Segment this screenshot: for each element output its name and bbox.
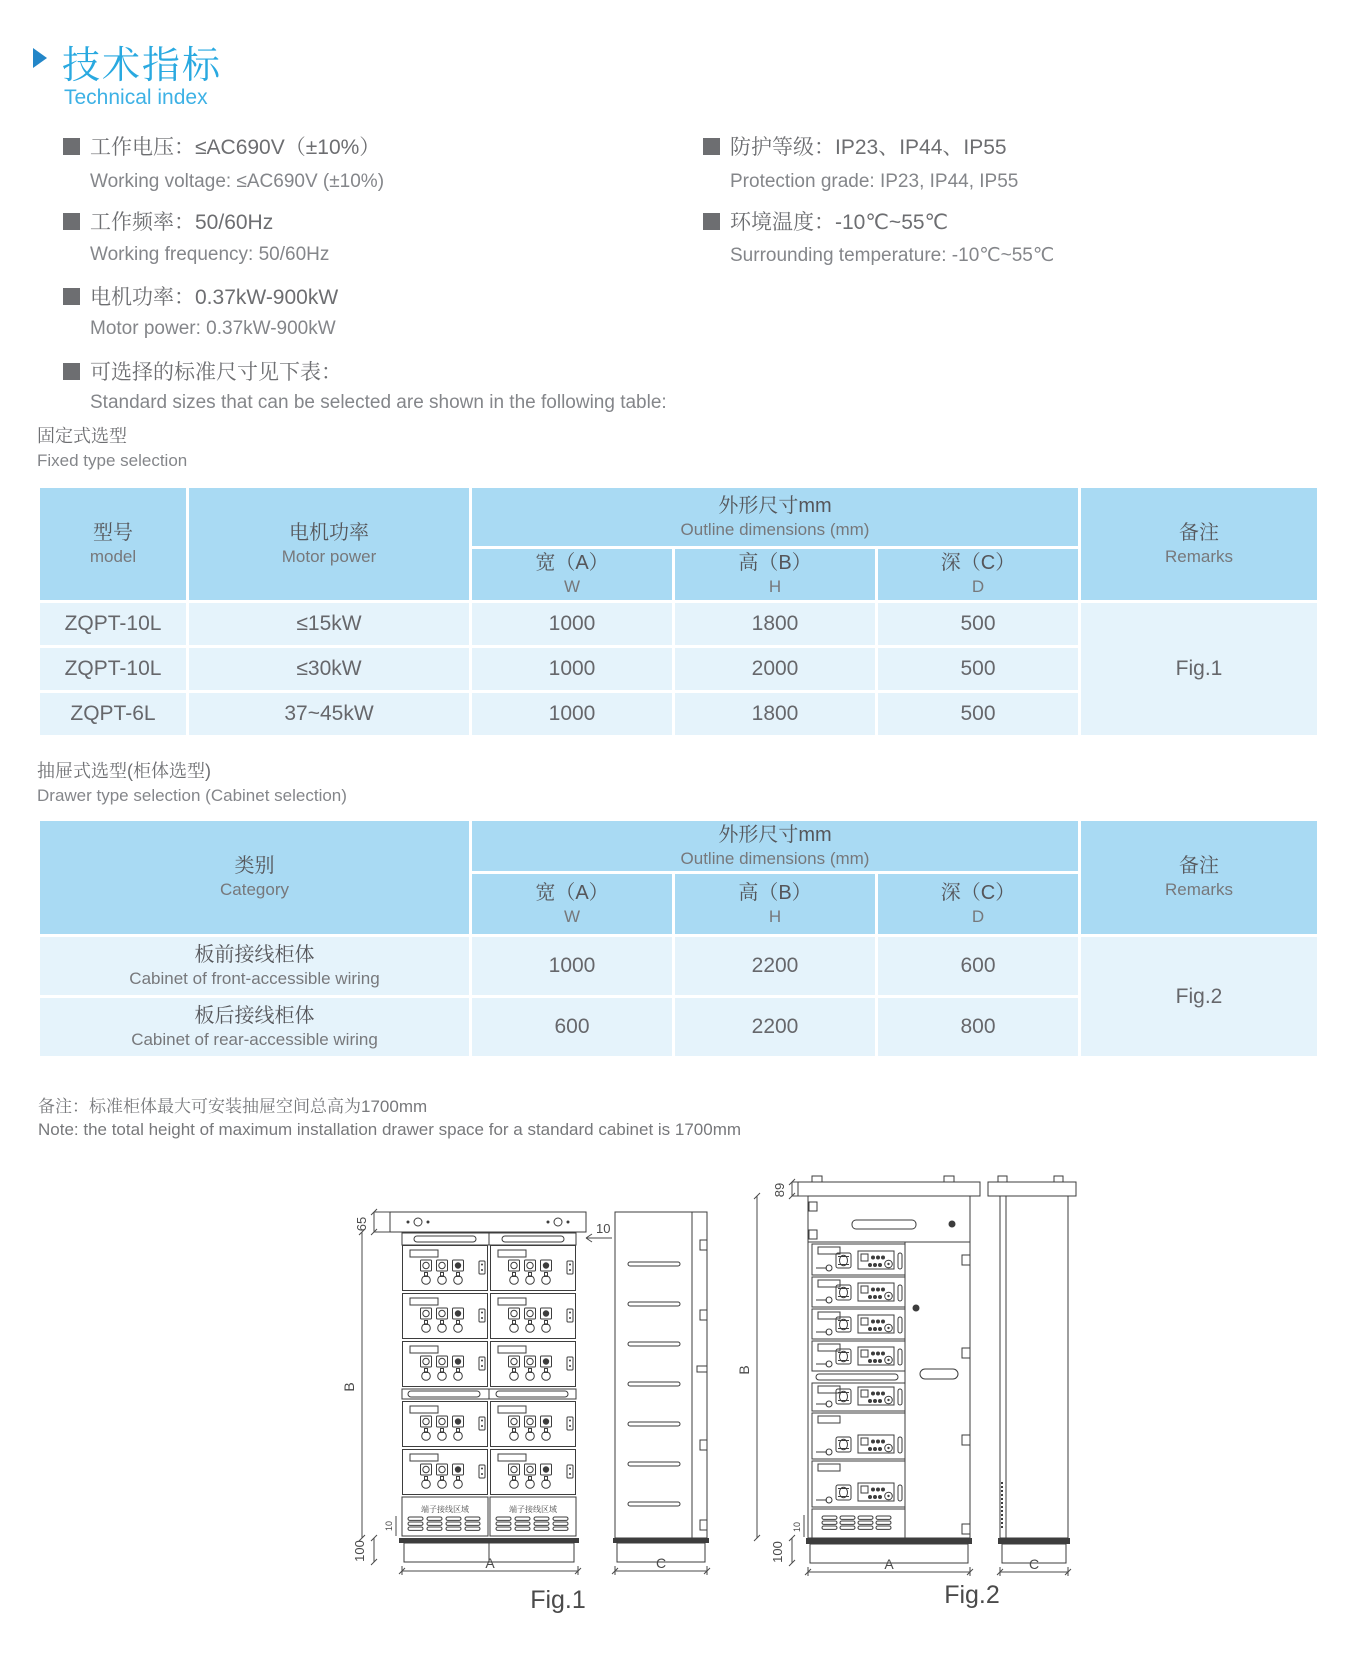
drawer-table-label-zh: 抽屉式选型(柜体选型) <box>37 761 211 781</box>
bullet-square-icon <box>703 213 720 230</box>
cell-height: 2200 <box>675 937 875 995</box>
drawer-table-label-en: Drawer type selection (Cabinet selection) <box>37 786 347 805</box>
cell-power: 37~45kW <box>189 693 469 735</box>
bullet-square-icon <box>703 138 720 155</box>
page-title: 技术指标 <box>62 45 223 87</box>
col-header-category: 类别 Category <box>40 821 469 934</box>
col-header-depth: 深（C） D <box>878 874 1078 934</box>
cell-power: ≤15kW <box>189 603 469 645</box>
col-header-width: 宽（A） W <box>472 874 672 934</box>
col-header-remarks: 备注 Remarks <box>1081 821 1317 934</box>
cell-category: 板后接线柜体 Cabinet of rear-accessible wiring <box>40 998 469 1056</box>
fig2-side-view <box>988 1176 1076 1563</box>
fig1-dim-depth: C <box>655 1555 667 1571</box>
spec-protection-grade-en: Protection grade: IP23, IP44, IP55 <box>730 171 1019 192</box>
fixed-type-table <box>37 485 1320 738</box>
cell-model: ZQPT-10L <box>40 603 186 645</box>
fig1-terminal-area-label: 端子接线区域 <box>421 1505 469 1514</box>
fig2-dim-height: B <box>736 1365 752 1375</box>
table-row <box>40 603 1317 645</box>
table-row <box>40 937 1317 995</box>
fig2-dimensions <box>736 1179 1071 1576</box>
col-header-height: 高（B） H <box>675 549 875 600</box>
note-en: Note: the total height of maximum installation drawer space for a standard cabinet is 1700mm <box>38 1120 742 1139</box>
fig1-dim-height: B <box>341 1382 357 1392</box>
col-header-outline-dimensions: 外形尺寸mm Outline dimensions (mm) <box>472 821 1078 871</box>
spec-working-voltage-en: Working voltage: ≤AC690V (±10%) <box>90 171 385 192</box>
col-header-motor-power: 电机功率 Motor power <box>189 488 469 600</box>
fig1-caption: Fig.1 <box>530 1586 586 1614</box>
fig2-dim-vent-offset: 10 <box>792 1521 802 1533</box>
cell-height: 1800 <box>675 603 875 645</box>
col-header-depth: 深（C） D <box>878 549 1078 600</box>
cell-height: 1800 <box>675 693 875 735</box>
cell-remark: Fig.1 <box>1081 603 1317 735</box>
cell-height: 2200 <box>675 998 875 1056</box>
spec-working-frequency-en: Working frequency: 50/60Hz <box>90 244 330 265</box>
spec-working-frequency-zh: 工作频率：50/60Hz <box>63 206 273 236</box>
cell-width: 1000 <box>472 693 672 735</box>
spec-standard-sizes-en: Standard sizes that can be selected are shown in the following table: <box>90 392 667 413</box>
fig1-terminal-area-label: 端子接线区域 <box>509 1505 557 1514</box>
bullet-square-icon <box>63 288 80 305</box>
spec-standard-sizes-zh: 可选择的标准尺寸见下表： <box>63 356 342 386</box>
cell-width: 1000 <box>472 648 672 690</box>
cell-depth: 600 <box>878 937 1078 995</box>
cell-power: ≤30kW <box>189 648 469 690</box>
fig2-front-view <box>798 1176 980 1563</box>
col-header-width: 宽（A） W <box>472 549 672 600</box>
fig1-side-view <box>613 1212 709 1562</box>
cell-height: 2000 <box>675 648 875 690</box>
col-header-remarks: 备注 Remarks <box>1081 488 1317 600</box>
fig1-dim-width: A <box>485 1555 495 1571</box>
spec-working-voltage-zh: 工作电压：≤AC690V（±10%） <box>63 131 380 161</box>
cell-depth: 500 <box>878 693 1078 735</box>
col-header-outline-dimensions: 外形尺寸mm Outline dimensions (mm) <box>472 488 1078 546</box>
cell-depth: 500 <box>878 603 1078 645</box>
drawer-type-table <box>37 818 1320 1059</box>
spec-ambient-temperature-en: Surrounding temperature: -10℃~55℃ <box>730 245 1055 266</box>
fig1-front-view <box>390 1212 586 1562</box>
fig2-caption: Fig.2 <box>944 1581 1000 1609</box>
figures-drawing <box>330 1135 1090 1640</box>
fixed-table-label-zh: 固定式选型 <box>37 426 127 446</box>
note-zh: 备注：标准柜体最大可安装抽屉空间总高为1700mm <box>38 1097 428 1116</box>
page-subtitle: Technical index <box>64 86 208 109</box>
cell-model: ZQPT-10L <box>40 648 186 690</box>
cell-width: 1000 <box>472 937 672 995</box>
fig2-dim-width: A <box>884 1556 894 1572</box>
cell-width: 600 <box>472 998 672 1056</box>
bullet-square-icon <box>63 138 80 155</box>
fig1-dim-vent-offset: 10 <box>384 1520 394 1532</box>
fixed-table-label-en: Fixed type selection <box>37 451 188 470</box>
fig2-dim-cap-height: 89 <box>772 1182 787 1198</box>
fig1-dim-top-offset: 10 <box>596 1221 611 1236</box>
col-header-model: 型号 model <box>40 488 186 600</box>
spec-motor-power-zh: 电机功率：0.37kW-900kW <box>63 281 338 311</box>
spec-protection-grade-zh: 防护等级：IP23、IP44、IP55 <box>703 131 1007 161</box>
fig2-dim-depth: C <box>1028 1556 1040 1572</box>
spec-ambient-temperature-zh: 环境温度：-10℃~55℃ <box>703 206 948 236</box>
fig2-dim-base-height: 100 <box>770 1541 785 1563</box>
col-header-height: 高（B） H <box>675 874 875 934</box>
cell-model: ZQPT-6L <box>40 693 186 735</box>
cell-category: 板前接线柜体 Cabinet of front-accessible wiring <box>40 937 469 995</box>
cell-width: 1000 <box>472 603 672 645</box>
cell-depth: 800 <box>878 998 1078 1056</box>
fig1-dim-base-height: 100 <box>352 1540 367 1562</box>
spec-motor-power-en: Motor power: 0.37kW-900kW <box>90 318 336 339</box>
section-arrow-icon <box>33 48 47 68</box>
cell-depth: 500 <box>878 648 1078 690</box>
fig1-dim-cap-height: 65 <box>354 1216 369 1232</box>
cell-remark: Fig.2 <box>1081 937 1317 1056</box>
bullet-square-icon <box>63 363 80 380</box>
bullet-square-icon <box>63 213 80 230</box>
